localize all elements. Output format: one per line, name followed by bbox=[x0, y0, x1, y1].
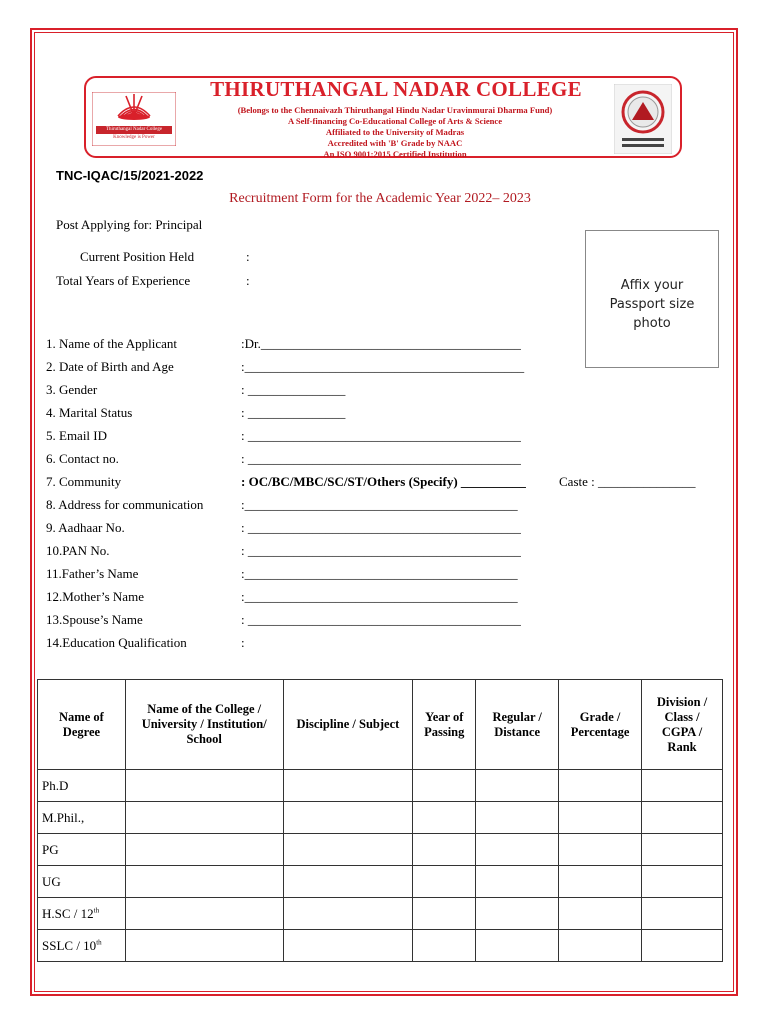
table-cell[interactable] bbox=[413, 802, 476, 834]
education-table bbox=[37, 679, 723, 962]
field-label: 6. Contact no. bbox=[46, 451, 119, 466]
table-cell[interactable] bbox=[642, 770, 723, 802]
degree-label: UG bbox=[42, 873, 61, 889]
reference-number: TNC-IQAC/15/2021-2022 bbox=[56, 168, 204, 183]
table-cell[interactable] bbox=[125, 834, 283, 866]
current-position-label: Current Position Held bbox=[80, 249, 195, 264]
table-cell[interactable] bbox=[413, 770, 476, 802]
table-cell[interactable] bbox=[283, 802, 413, 834]
degree-suffix: th bbox=[93, 906, 100, 915]
degree-cell bbox=[38, 898, 126, 930]
table-cell[interactable] bbox=[476, 930, 559, 962]
table-cell[interactable] bbox=[476, 866, 559, 898]
degree-label: H.SC / 12 bbox=[42, 905, 94, 921]
table-cell[interactable] bbox=[125, 930, 283, 962]
field-blank[interactable]: :___________________________________________ bbox=[241, 359, 525, 374]
degree-cell bbox=[38, 866, 126, 898]
field-blank[interactable]: : __________________________________________ bbox=[241, 520, 521, 535]
photo-instruction bbox=[585, 276, 719, 333]
table-cell[interactable] bbox=[642, 930, 723, 962]
table-cell[interactable] bbox=[125, 898, 283, 930]
field-blank[interactable]: : __________________________________________ bbox=[241, 451, 521, 466]
table-cell[interactable] bbox=[559, 834, 642, 866]
current-position-field[interactable]: : bbox=[246, 249, 250, 264]
letterhead-line: An ISO 9001:2015 Certified Institution bbox=[323, 149, 467, 159]
anniversary-emblem-icon bbox=[614, 84, 672, 154]
table-cell[interactable] bbox=[125, 866, 283, 898]
field-label: 1. Name of the Applicant bbox=[46, 336, 178, 351]
field-label: 2. Date of Birth and Age bbox=[46, 359, 174, 374]
field-label: 8. Address for communication bbox=[46, 497, 204, 512]
field-blank[interactable]: : _______________ bbox=[241, 405, 346, 420]
table-cell[interactable] bbox=[642, 866, 723, 898]
table-cell[interactable] bbox=[476, 770, 559, 802]
field-blank[interactable]: : __________________________________________ bbox=[241, 543, 521, 558]
column-header: Name of Degree bbox=[38, 680, 126, 770]
table-cell[interactable] bbox=[283, 898, 413, 930]
table-row bbox=[38, 802, 723, 834]
column-header: Grade / Percentage bbox=[559, 680, 642, 770]
table-cell[interactable] bbox=[283, 866, 413, 898]
field-blank[interactable]: :__________________________________________ bbox=[241, 589, 518, 604]
table-cell[interactable] bbox=[413, 930, 476, 962]
table-cell[interactable] bbox=[476, 898, 559, 930]
logo-motto: Knowledge is Power bbox=[113, 135, 155, 140]
field-blank[interactable]: : __________________________________________ bbox=[241, 428, 521, 443]
table-cell[interactable] bbox=[413, 898, 476, 930]
table-row bbox=[38, 930, 723, 962]
table-cell[interactable] bbox=[642, 834, 723, 866]
photo-line: photo bbox=[633, 316, 671, 331]
column-header: Discipline / Subject bbox=[283, 680, 413, 770]
photo-line: Passport size bbox=[609, 297, 695, 312]
degree-cell bbox=[38, 834, 126, 866]
degree-label: M.Phil., bbox=[42, 809, 85, 825]
column-header: Year of Passing bbox=[413, 680, 476, 770]
caste-field[interactable]: Caste : _______________ bbox=[559, 474, 696, 489]
letterhead-line: (Belongs to the Chennaivazh Thiruthangal Hindu Nadar Uravinmurai Dharma Fund) bbox=[237, 105, 553, 115]
field-label: 12.Mother’s Name bbox=[46, 589, 144, 604]
field-label: 5. Email ID bbox=[46, 428, 108, 443]
degree-cell bbox=[38, 930, 126, 962]
field-blank[interactable]: : __________________________________________ bbox=[241, 612, 521, 627]
letterhead-line: Affiliated to the University of Madras bbox=[325, 127, 465, 137]
table-header-row bbox=[38, 680, 723, 770]
table-cell[interactable] bbox=[476, 834, 559, 866]
column-header: Name of the College / University / Institution/ School bbox=[125, 680, 283, 770]
field-label: 9. Aadhaar No. bbox=[46, 520, 125, 535]
degree-label: Ph.D bbox=[42, 777, 69, 793]
field-blank[interactable]: :Dr.________________________________________ bbox=[241, 336, 521, 351]
table-row bbox=[38, 898, 723, 930]
table-cell[interactable] bbox=[413, 866, 476, 898]
experience-field[interactable]: : bbox=[246, 273, 250, 288]
table-cell[interactable] bbox=[559, 770, 642, 802]
table-row bbox=[38, 770, 723, 802]
field-blank[interactable]: : _______________ bbox=[241, 382, 346, 397]
field-label: 11.Father’s Name bbox=[46, 566, 139, 581]
field-label: 4. Marital Status bbox=[46, 405, 133, 420]
table-cell[interactable] bbox=[283, 834, 413, 866]
field-label: 13.Spouse’s Name bbox=[46, 612, 143, 627]
field-label: 3. Gender bbox=[46, 382, 98, 397]
table-row bbox=[38, 866, 723, 898]
post-applying: Post Applying for: Principal bbox=[56, 217, 203, 232]
field-blank: : bbox=[241, 635, 245, 650]
table-cell[interactable] bbox=[559, 802, 642, 834]
letterhead-line: Accredited with 'B' Grade by NAAC bbox=[327, 138, 463, 148]
table-cell[interactable] bbox=[642, 898, 723, 930]
photo-line: Affix your bbox=[620, 278, 684, 293]
field-blank[interactable]: :__________________________________________ bbox=[241, 566, 518, 581]
table-cell[interactable] bbox=[283, 930, 413, 962]
table-cell[interactable] bbox=[125, 770, 283, 802]
degree-label: SSLC / 10 bbox=[42, 937, 97, 953]
college-name: THIRUTHANGAL NADAR COLLEGE bbox=[210, 77, 582, 101]
field-label: 10.PAN No. bbox=[46, 543, 110, 558]
degree-cell bbox=[38, 770, 126, 802]
letterhead-details bbox=[200, 105, 590, 160]
experience-label: Total Years of Experience bbox=[56, 273, 191, 288]
field-label: 14.Education Qualification bbox=[46, 635, 187, 650]
column-header: Regular / Distance bbox=[476, 680, 559, 770]
field-label: 7. Community bbox=[46, 474, 122, 489]
table-cell[interactable] bbox=[559, 898, 642, 930]
degree-label: PG bbox=[42, 841, 59, 857]
letterhead-line: A Self-financing Co-Educational College of Arts & Science bbox=[287, 116, 503, 126]
degree-cell bbox=[38, 802, 126, 834]
field-blank[interactable]: : OC/BC/MBC/SC/ST/Others (Specify) __________ bbox=[241, 474, 526, 489]
table-cell[interactable] bbox=[559, 866, 642, 898]
field-blank[interactable]: :__________________________________________ bbox=[241, 497, 518, 512]
table-cell[interactable] bbox=[125, 802, 283, 834]
degree-suffix: th bbox=[96, 938, 102, 947]
table-cell[interactable] bbox=[283, 770, 413, 802]
table-cell[interactable] bbox=[413, 834, 476, 866]
table-cell[interactable] bbox=[642, 802, 723, 834]
column-header: Division / Class / CGPA / Rank bbox=[642, 680, 723, 770]
table-row bbox=[38, 834, 723, 866]
table-cell[interactable] bbox=[559, 930, 642, 962]
table-cell[interactable] bbox=[476, 802, 559, 834]
logo-college-name: Thiruthangal Nadar College bbox=[96, 126, 172, 134]
form-title: Recruitment Form for the Academic Year 2022– 2023 bbox=[229, 191, 531, 206]
